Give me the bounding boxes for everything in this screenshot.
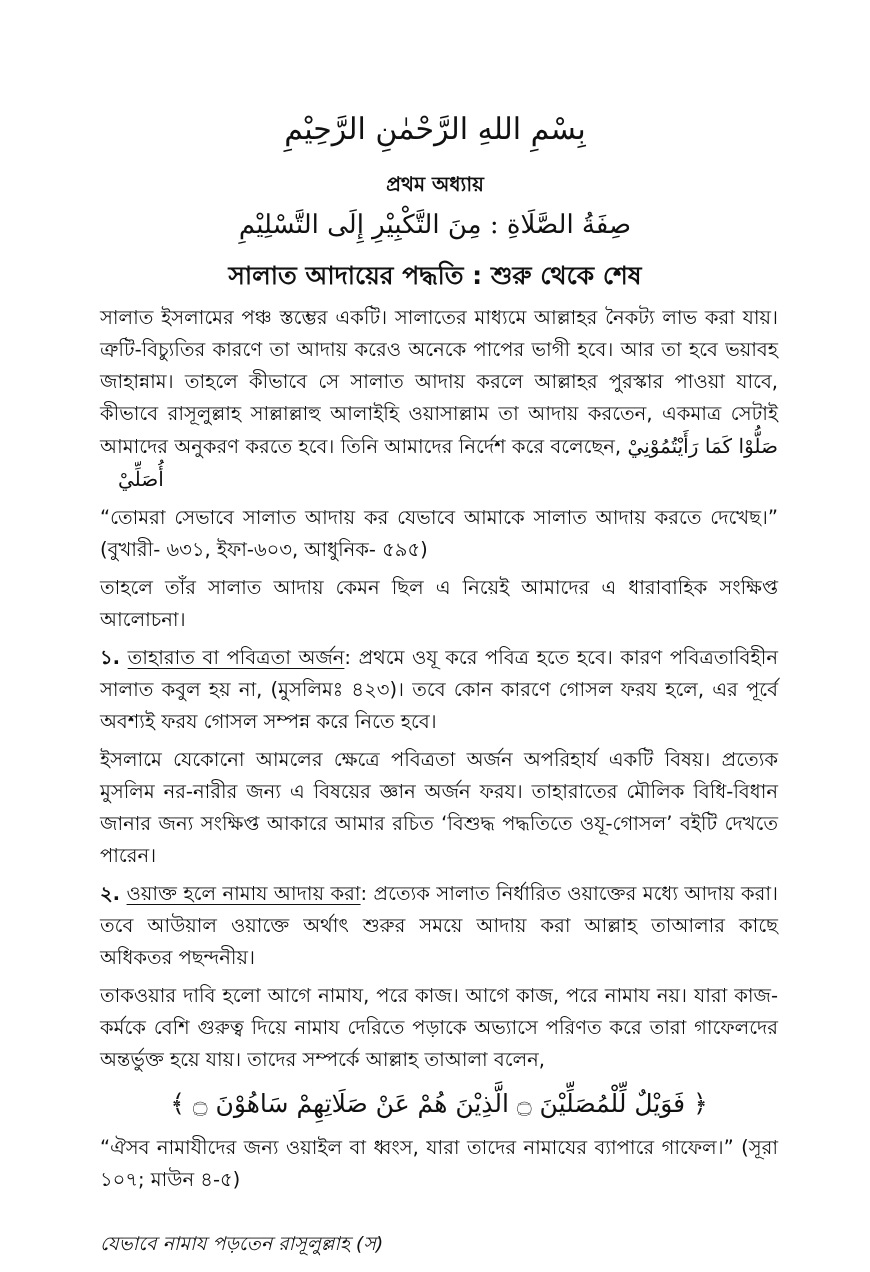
paragraph-series-note: তাহলে তাঁর সালাত আদায় কেমন ছিল এ নিয়েই আমাদের এ ধারাবাহিক সংক্ষিপ্ত আলোচনা। xyxy=(100,576,778,631)
section-2-text: : প্রত্যেক সালাত নির্ধারিত ওয়াক্তের মধ্যে আদায় করা। তবে আউয়াল ওয়াক্তে অর্থাৎ শুরুর সময়ে আদায় করা আল্লাহ তাআলার কাছে অধিকতর পছন্দনীয়। xyxy=(100,882,779,969)
section-1-text: : প্রথমে ওযূ করে পবিত্র হতে হবে। কারণ পবিত্রতাবিহীন সালাত কবুল হয় না, (মুসলিমঃ ৪২৩)। তবে কোন কারণে গোসল ফরয হলে, এর পূর্বে অবশ্যই ফরয গোসল সম্পন্ন করে নিতে হবে। xyxy=(100,646,778,733)
chapter-label: প্রথম অধ্যায় xyxy=(386,172,484,196)
body-text xyxy=(100,302,778,1202)
paragraph-purity: ইসলামে যেকোনো আমলের ক্ষেত্রে পবিত্রতা অর্জন অপরিহার্য একটি বিষয়। প্রত্যেক মুসলিম নর-নারীর জন্য এ বিষয়ের জ্ঞান অর্জন ফরয। তাহারাতের মৌলিক বিধি-বিধান জানার জন্য সংক্ষিপ্ত আকারে আমার রচিত ‘বিশুদ্ধ পদ্ধতিতে ওযূ-গোসল’ বইটি দেখতে পারেন। xyxy=(100,748,778,867)
hadith-arabic: صَلُّوْا كَمَا رَأَيْتُمُوْنِيْ أُصَلِّيْ xyxy=(118,434,779,491)
running-footer: যেভাবে নামায পড়তেন রাসূলুল্লাহ (স) xyxy=(100,1233,384,1255)
paragraph-taqwa: তাকওয়ার দাবি হলো আগে নামায, পরে কাজ। আগে কাজ, পরে নামায নয়। যারা কাজ-কর্মকে বেশি গুরুত্ব দিয়ে নামায দেরিতে পড়াকে অভ্যাসে পরিণত করে তারা গাফেলদের অন্তর্ভুক্ত হয়ে যায়। তাদের সম্পর্কে আল্লাহ তাআলা বলেন, xyxy=(100,984,778,1071)
section-1-heading: তাহারাত বা পবিত্রতা অর্জন xyxy=(127,646,345,669)
section-1-number: ১. xyxy=(100,646,121,669)
bismillah-heading: بِسْمِ اللهِ الرَّحْمٰنِ الرَّحِيْمِ xyxy=(284,112,586,147)
section-2-number: ২. xyxy=(100,882,121,905)
page-title: সালাত আদায়ের পদ্ধতি : শুরু থেকে শেষ xyxy=(228,261,642,290)
paragraph-intro xyxy=(100,302,778,496)
section-2 xyxy=(100,878,778,974)
section-2-heading: ওয়াক্ত হলে নামায আদায় করা xyxy=(126,882,361,905)
intro-text: সালাত ইসলামের পঞ্চ স্তম্ভের একটি। সালাতের মাধ্যমে আল্লাহর নৈকট্য লাভ করা যায়। ত্রুটি-বিচ্যুতির কারণে তা আদায় করেও অনেকে পাপের ভাগী হবে। আর তা হবে ভয়াবহ জাহান্নাম। তাহলে কীভাবে সে সালাত আদায় করলে আল্লাহর পুরস্কার পাওয়া যাবে, কীভাবে রাসূলুল্লাহ সাল্লাল্লাহু আলাইহি ওয়াসাল্লাম তা আদায় করতেন, একমাত্র সেটাই আমাদের অনুকরণ করতে হবে। তিনি আমাদের নির্দেশ করে বলেছেন, xyxy=(100,306,778,458)
paragraph-verse-translation: “ঐসব নামাযীদের জন্য ওয়াইল বা ধ্বংস, যারা তাদের নামাযের ব্যাপারে গাফেল।” (সূরা ১০৭; মাউন ৪-৫) xyxy=(100,1136,778,1191)
paragraph-hadith-translation: “তোমরা সেভাবে সালাত আদায় কর যেভাবে আমাকে সালাত আদায় করতে দেখেছ।” (বুখারী- ৬৩১, ইফা-৬০৩, আধুনিক- ৫৯৫) xyxy=(100,506,778,561)
arabic-chapter-title: صِفَةُ الصَّلَاةِ : مِنَ التَّكْبِيْرِ إِلَى التَّسْلِيْمِ xyxy=(238,210,632,240)
section-1 xyxy=(100,642,778,738)
quran-verse: ﴿ فَوَيْلٌ لِّلْمُصَلِّيْنَ ۝ الَّذِيْنَ هُمْ عَنْ صَلَاتِهِمْ سَاهُوْنَ ۝ ﴾ xyxy=(170,1089,708,1118)
